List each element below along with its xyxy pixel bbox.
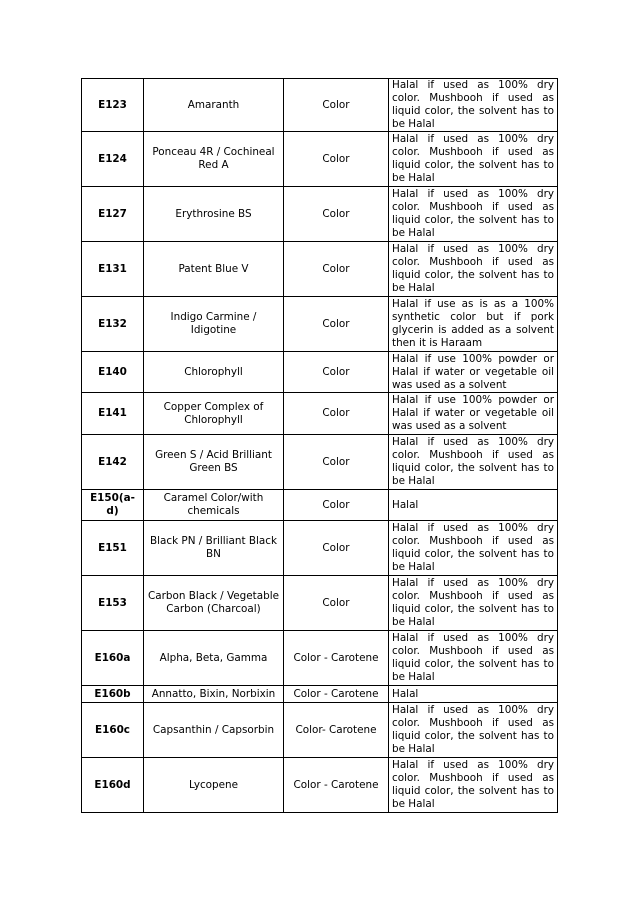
additive-name: Carbon Black / Vegetable Carbon (Charcoal) [144, 576, 284, 631]
additive-function: Color [284, 79, 389, 132]
additive-code: E160c [82, 703, 144, 758]
additive-function: Color- Carotene [284, 703, 389, 758]
additive-name: Annatto, Bixin, Norbixin [144, 686, 284, 703]
additive-name: Black PN / Brilliant Black BN [144, 521, 284, 576]
additive-name: Lycopene [144, 758, 284, 813]
additive-function: Color - Carotene [284, 686, 389, 703]
halal-status: Halal if used as 100% dry color. Mushbooh if used as liquid color, the solvent has to be Halal [389, 703, 558, 758]
additive-name: Chlorophyll [144, 352, 284, 393]
table-row [82, 187, 558, 242]
additive-name: Capsanthin / Capsorbin [144, 703, 284, 758]
table-row [82, 521, 558, 576]
additive-code: E131 [82, 242, 144, 297]
additive-code: E153 [82, 576, 144, 631]
additive-name: Erythrosine BS [144, 187, 284, 242]
additive-name: Ponceau 4R / Cochineal Red A [144, 132, 284, 187]
table-row [82, 352, 558, 393]
halal-status: Halal if used as 100% dry color. Mushbooh if used as liquid color, the solvent has to be Halal [389, 631, 558, 686]
additive-function: Color [284, 297, 389, 352]
halal-status: Halal if use as is as a 100% synthetic color but if pork glycerin is added as a solvent then it is Haraam [389, 297, 558, 352]
additive-function: Color [284, 521, 389, 576]
halal-status: Halal if use 100% powder or Halal if water or vegetable oil was used as a solvent [389, 352, 558, 393]
additive-function: Color - Carotene [284, 758, 389, 813]
halal-status: Halal if used as 100% dry color. Mushbooh if used as liquid color, the solvent has to be Halal [389, 758, 558, 813]
additive-function: Color [284, 132, 389, 187]
table-row [82, 297, 558, 352]
additive-function: Color [284, 352, 389, 393]
additive-name: Alpha, Beta, Gamma [144, 631, 284, 686]
additive-code: E142 [82, 435, 144, 490]
halal-status: Halal if used as 100% dry color. Mushbooh if used as liquid color, the solvent has to be Halal [389, 576, 558, 631]
additive-function: Color [284, 490, 389, 521]
additive-code: E160b [82, 686, 144, 703]
additive-function: Color [284, 242, 389, 297]
table-row [82, 242, 558, 297]
halal-status: Halal if used as 100% dry color. Mushbooh if used as liquid color, the solvent has to be Halal [389, 79, 558, 132]
table-row [82, 576, 558, 631]
halal-status: Halal [389, 686, 558, 703]
additive-name: Indigo Carmine / Idigotine [144, 297, 284, 352]
halal-status: Halal if used as 100% dry color. Mushbooh if used as liquid color, the solvent has to be Halal [389, 435, 558, 490]
halal-status: Halal [389, 490, 558, 521]
additive-function: Color [284, 576, 389, 631]
additive-code: E160a [82, 631, 144, 686]
table-row [82, 132, 558, 187]
table-row [82, 490, 558, 521]
table-row [82, 393, 558, 435]
additive-name: Amaranth [144, 79, 284, 132]
table-row [82, 758, 558, 813]
additive-function: Color [284, 187, 389, 242]
halal-status: Halal if used as 100% dry color. Mushbooh if used as liquid color, the solvent has to be Halal [389, 521, 558, 576]
halal-status: Halal if use 100% powder or Halal if water or vegetable oil was used as a solvent [389, 393, 558, 435]
additive-name: Green S / Acid Brilliant Green BS [144, 435, 284, 490]
table-row [82, 703, 558, 758]
additive-code: E140 [82, 352, 144, 393]
additive-code: E141 [82, 393, 144, 435]
additive-function: Color - Carotene [284, 631, 389, 686]
additive-name: Copper Complex of Chlorophyll [144, 393, 284, 435]
additive-code: E124 [82, 132, 144, 187]
additive-function: Color [284, 435, 389, 490]
additive-code: E132 [82, 297, 144, 352]
additive-function: Color [284, 393, 389, 435]
table-row [82, 686, 558, 703]
table-row [82, 435, 558, 490]
table-row [82, 79, 558, 132]
additive-code: E151 [82, 521, 144, 576]
table-row [82, 631, 558, 686]
additives-table [81, 78, 558, 813]
halal-status: Halal if used as 100% dry color. Mushbooh if used as liquid color, the solvent has to be Halal [389, 242, 558, 297]
halal-status: Halal if used as 100% dry color. Mushbooh if used as liquid color, the solvent has to be Halal [389, 187, 558, 242]
additive-name: Caramel Color/with chemicals [144, 490, 284, 521]
additive-name: Patent Blue V [144, 242, 284, 297]
additive-code: E160d [82, 758, 144, 813]
additive-code: E150(a-d) [82, 490, 144, 521]
halal-status: Halal if used as 100% dry color. Mushbooh if used as liquid color, the solvent has to be Halal [389, 132, 558, 187]
additive-code: E123 [82, 79, 144, 132]
additive-code: E127 [82, 187, 144, 242]
